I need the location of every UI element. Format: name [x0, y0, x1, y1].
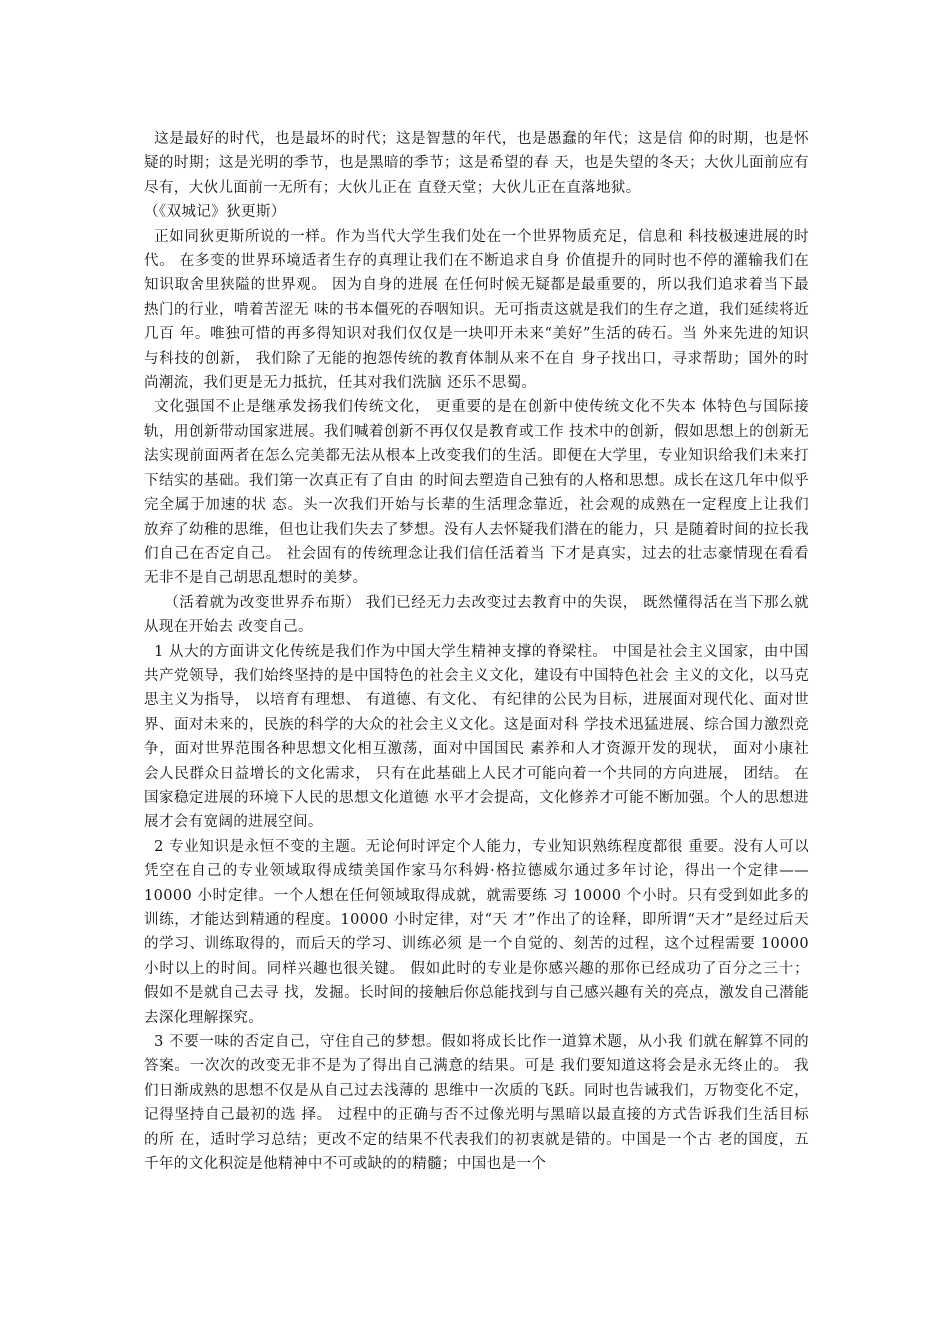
paragraph-point-3: 3 不要一味的否定自己，守住自己的梦想。假如将成长比作一道算术题，从小我 们就在解算不同的答案。一次次的改变无非不是为了得出自己满意的结果。可是 我们要知道这将会是永无终止的。 我们日渐成熟的思想不仅是从自己过去浅薄的 思维中一次质的飞跃。同时也告诫我们，万物变化不定，记得坚持自己最初的选 择。 过程中的正确与否不过像光明与黑暗以最直接的方式告诉我们生活目标的所 在，适时学习总结；更改不定的结果不代表我们的初衷就是错的。中国是一个古 老的国度，五千年的文化积淀是他精神中不可或缺的的精髓；中国也是一个: [144, 1034, 809, 1173]
paragraph-quote-source: （《双城记》狄更斯）: [144, 204, 286, 221]
paragraph-contemporary-students: 正如同狄更斯所说的一样。作为当代大学生我们处在一个世界物质充足，信息和 科技极速进展的时代。 在多变的世界环境适者生存的真理让我们在不断追求自身 价值提升的同时也不停的灌输我们在知识取舍里狭隘的世界观。 因为自身的进展 在任何时候无疑都是最重要的，所以我们追求着当下最热门的行业，啃着苦涩无 味的书本僵死的吞咽知识。无可指责这就是我们的生存之道，我们延续将近几百 年。唯独可惜的再多得知识对我们仅仅是一块叩开未来“美好”生活的砖石。当 外来先进的知识与科技的创新， 我们除了无能的抱怨传统的教育体制从来不在自 身子找出口，寻求帮助；国外的时尚潮流，我们更是无力抵抗，任其对我们洗脑 还乐不思蜀。: [144, 228, 809, 392]
paragraph-point-1: 1 从大的方面讲文化传统是我们作为中国大学生精神支撑的脊梁柱。 中国是社会主义国家，由中国共产党领导，我们始终坚持的是中国特色的社会主义文化，建设有中国特色社会 主义的文化，以马克思主义为指导， 以培育有理想、 有道德、有文化、 有纪律的公民为目标，进展面对现代化、面对世界、面对未来的，民族的科学的大众的社会主义文化。这是面对科 学技术迅猛进展、综合国力激烈竞争，面对世界范围各种思想文化相互激荡，面对中国国民 素养和人才资源开发的现状， 面对小康社会人民群众日益增长的文化需求， 只有在此基础上人民才可能向着一个共同的方向进展， 团结。 在国家稳定进展的环境下人民的思想文化道德 水平才会提高，文化修养才可能不断加强。个人的思想进展才会有宽阔的进展空间。: [144, 643, 809, 831]
paragraph-point-2: 2 专业知识是永恒不变的主题。无论何时评定个人能力，专业知识熟练程度都很 重要。没有人可以凭空在自己的专业领域取得成绩美国作家马尔科姆·格拉德威尔通过多年讨论，得出一个定律——10000 小时定律。一个人想在任何领域取得成就，就需要练 习 10000 个小时。只有受到如此多的训练，才能达到精通的程度。10000 小时定律，对“天 才”作出了的诠释，即所谓“天才”是经过后天的学习、训练取得的，而后天的学习、训练必须 是一个自觉的、刻苦的过程，这个过程需要 10000 小时以上的时间。同样兴趣也很关键。 假如此时的专业是你感兴趣的那你已经成功了百分之三十； 假如不是就自己去寻 找，发掘。长时间的接触后你总能找到与自己感兴趣有关的亮点，激发自己潜能 去深化理解探究。: [144, 838, 809, 1026]
paragraph-dickens-quote: 这是最好的时代，也是最坏的时代；这是智慧的年代，也是愚蠢的年代；这是信 仰的时期，也是怀疑的时期；这是光明的季节，也是黑暗的季节；这是希望的春 天，也是失望的冬天；大伙儿面前应有尽有，大伙儿面前一无所有；大伙儿正在 直登天堂；大伙儿正在直落地狱。: [144, 131, 809, 196]
paragraph-cultural-power: 文化强国不止是继承发扬我们传统文化， 更重要的是在创新中使传统文化不失本 体特色与国际接轨，用创新带动国家进展。我们喊着创新不再仅仅是教育或工作 技术中的创新，假如思想上的创新无法实现前面两者在怎么完美都无法从根本上改变我们的生活。即便在大学里，专业知识给我们未来打下结实的基础。我们第一次真正有了自由 的时间去塑造自己独有的人格和思想。成长在这几年中似乎完全属于加速的状 态。头一次我们开始与长辈的生活理念靠近，社会观的成熟在一定程度上让我们 放弃了幼稚的思维，但也让我们失去了梦想。没有人去怀疑我们潜在的能力，只 是随着时间的拉长我们自己在否定自己。 社会固有的传统理念让我们信任活着当 下才是真实，过去的壮志豪情现在看看无非不是自己胡思乱想时的美梦。: [144, 399, 809, 587]
paragraph-jobs-quote: （活着就为改变世界乔布斯） 我们已经无力去改变过去教育中的失误， 既然懂得活在当下那么就从现在开始去 改变自己。: [144, 594, 809, 636]
document-page: [144, 127, 809, 1176]
